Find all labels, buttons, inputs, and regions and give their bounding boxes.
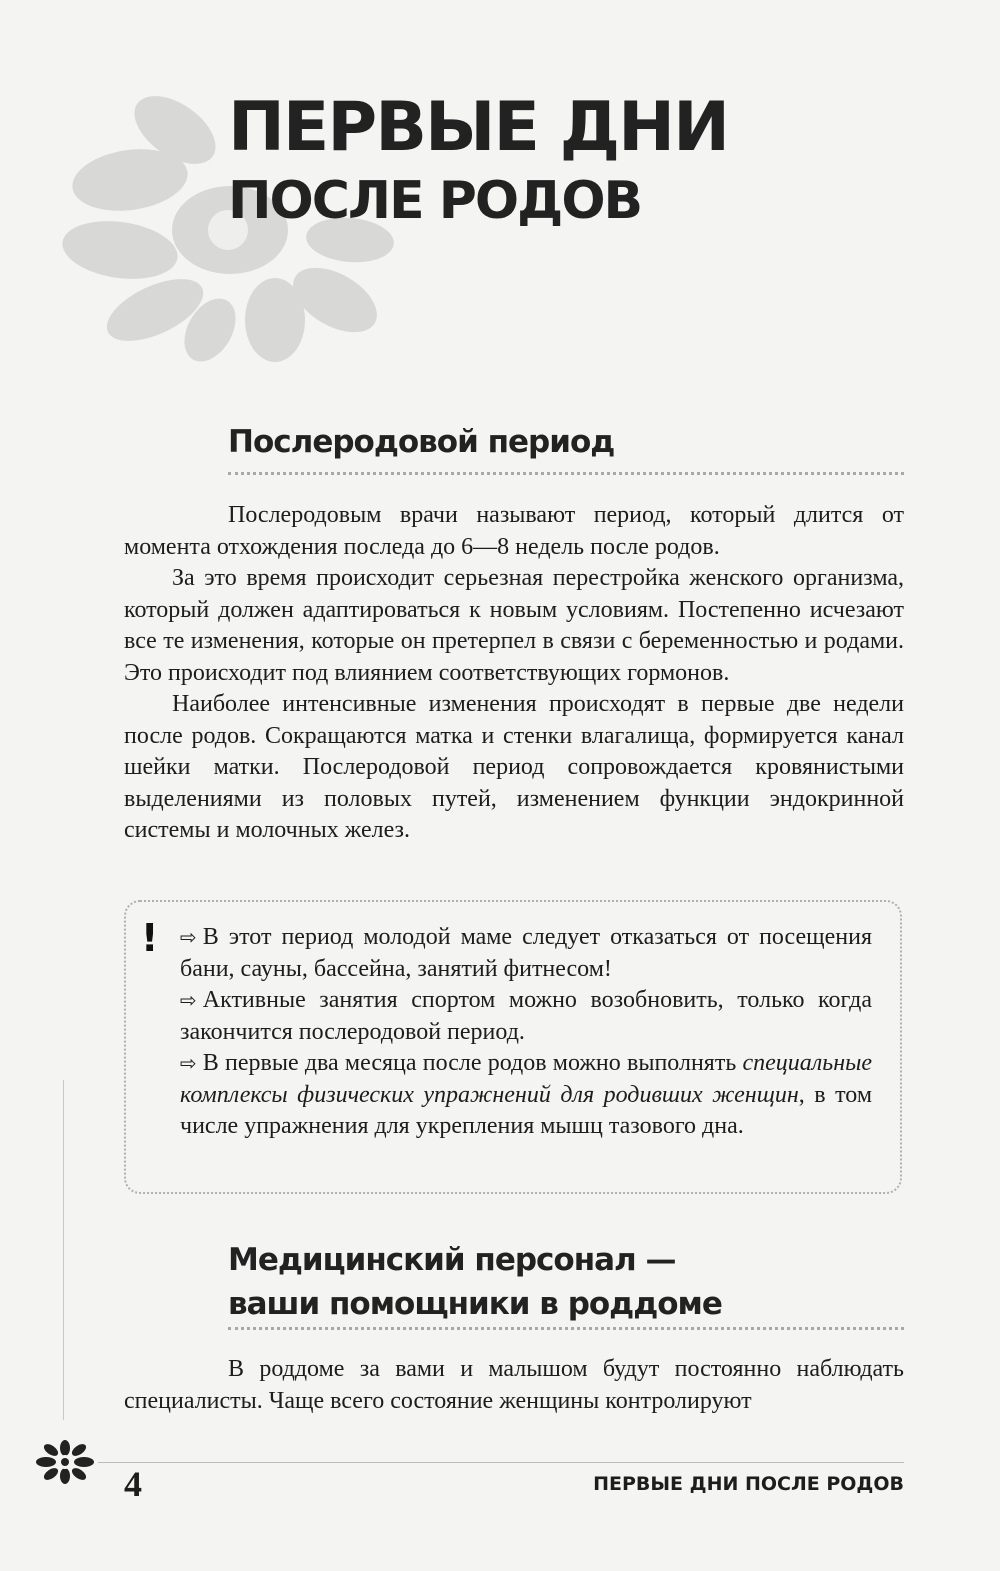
section-body-postpartum [124, 500, 904, 847]
paragraph: В роддоме за вами и малышом будут постоянно наблюдать специалисты. Чаще всего состояние женщины контролируют [124, 1356, 904, 1414]
notice-item-tail: , в том числе упражнения для укрепления мышц тазового дна. [180, 1081, 873, 1139]
paragraph: Наиболее интенсивные изменения происходят в первые две недели после родов. Сокращаются матка и стенки влагалища, формируется канал шейки матки. Послеродовой период сопровождается кровянистыми выделениями из половых путей, изменением функции эндокринной системы и молочных желез. [124, 691, 904, 843]
section-heading-postpartum: Послеродовой период [228, 424, 615, 460]
notice-text [180, 922, 872, 1143]
chapter-title-line2: ПОСЛЕ РОДОВ [228, 171, 642, 231]
footer-rule [98, 1462, 904, 1463]
arrow-right-icon: ⇨ [180, 1051, 197, 1075]
notice-item-lead: В первые два месяца после родов можно выполнять [202, 1050, 737, 1076]
notice-item [180, 1048, 872, 1143]
chapter-title-line1: ПЕРВЫЕ ДНИ [228, 88, 728, 167]
notice-item [180, 922, 872, 985]
paragraph: Послеродовым врачи называют период, который длится от момента отхождения последа до 6—8 недель после родов. [124, 502, 904, 560]
notice-item [180, 985, 872, 1048]
section-body-medical-staff [124, 1354, 904, 1417]
heading-line: Медицинский персонал — [228, 1242, 676, 1278]
arrow-right-icon: ⇨ [180, 925, 197, 949]
paragraph: За это время происходит серьезная перестройка женского организма, который должен адаптироваться к новым условиям. Постепенно исчезают все те изменения, которые он претерпел в связи с беременностью и родами. Это происходит под влиянием соответствующих гормонов. [124, 565, 904, 686]
running-title: ПЕРВЫЕ ДНИ ПОСЛЕ РОДОВ [593, 1473, 904, 1495]
arrow-right-icon: ⇨ [180, 988, 197, 1012]
notice-item-text: Активные занятия спортом можно возобновить, только когда закончится послеродовой период. [180, 987, 872, 1045]
exclamation-icon: ! [141, 916, 159, 960]
section-heading-medical-staff [228, 1238, 722, 1326]
page-number: 4 [124, 1464, 142, 1504]
chapter-title [228, 88, 728, 234]
notice-item-emphasis: специальные комплексы физических упражнений для родивших женщин [180, 1050, 873, 1108]
dotted-divider [228, 1327, 904, 1330]
notice-item-text: В этот период молодой маме следует отказаться от посещения бани, сауны, бассейна, занятий фитнесом! [180, 924, 872, 982]
heading-line: ваши помощники в роддоме [228, 1286, 722, 1322]
flower-icon [34, 1440, 96, 1484]
margin-line [63, 1080, 64, 1420]
dotted-divider [228, 472, 904, 475]
